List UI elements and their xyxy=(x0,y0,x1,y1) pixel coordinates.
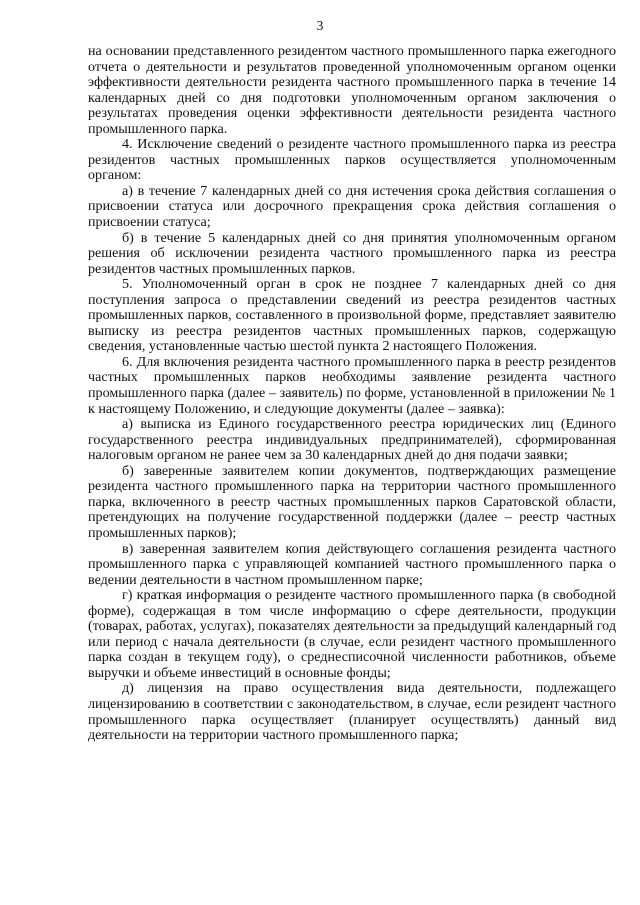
page-number: 3 xyxy=(316,18,324,33)
paragraph-item-6g: г) краткая информация о резиденте частного промышленного парка (в свободной форме), содержащая в том числе информацию о сфере деятельности, продукции (товарах, работах, услугах), показателях деятельности за предыдущий календарный год или период с начала деятельности (в случае, если резидент частного промышленного парка создан в текущем году), о среднесписочной численности работников, объеме выручки и объеме инвестиций в основные фонды; xyxy=(88,587,616,681)
paragraph-item-6a: а) выписка из Единого государственного реестра юридических лиц (Единого государственного реестра индивидуальных предпринимателей), сформированная налоговым органом не ранее чем за 30 календарных дней до дня подачи заявки; xyxy=(88,416,616,464)
paragraph-item-6: 6. Для включения резидента частного промышленного парка в реестр резидентов частных промышленных парков необходимы заявление резидента частного промышленного парка (далее – заявитель) по форме, установленной в приложении № 1 к настоящему Положению, и следующие документы (далее – заявка): xyxy=(88,353,616,417)
paragraph-continuation: на основании представленного резидентом частного промышленного парка ежегодного отчета о деятельности и результатов проведенной уполномоченным органом оценки эффективности деятельности резидента частного промышленного парка в течение 14 календарных дней со дня подготовки уполномоченным органом заключения о результатах проведения оценки эффективности деятельности резидента частного промышленного парка. xyxy=(88,43,616,137)
paragraph-item-4: 4. Исключение сведений о резиденте частного промышленного парка из реестра резидентов частных промышленных парков осуществляется уполномоченным органом: xyxy=(88,136,616,184)
paragraph-item-5: 5. Уполномоченный орган в срок не позднее 7 календарных дней со дня поступления запроса о представлении сведений из реестра резидентов частных промышленных парков, составленного в произвольной форме, представляет заявителю выписку из реестра резидентов частных промышленных парков, содержащую сведения, установленные частью шестой пункта 2 настоящего Положения. xyxy=(88,276,616,355)
document-body xyxy=(88,44,616,744)
paragraph-item-6d: д) лицензия на право осуществления вида деятельности, подлежащего лицензированию в соответствии с законодательством, в случае, если резидент частного промышленного парка осуществляет (планирует осуществлять) данный вид деятельности на территории частного промышленного парка; xyxy=(88,680,616,744)
paragraph-item-4a: а) в течение 7 календарных дней со дня истечения срока действия соглашения о присвоении статуса или досрочного прекращения срока действия соглашения о присвоении статуса; xyxy=(88,182,616,231)
paragraph-item-6b: б) заверенные заявителем копии документов, подтверждающих размещение резидента частного промышленного парка на территории частного промышленного парка, включенного в реестр частных промышленных парков Саратовской области, претендующих на получение государственной поддержки (далее – реестр частных промышленных парков); xyxy=(88,462,616,541)
paragraph-item-4b: б) в течение 5 календарных дней со дня принятия уполномоченным органом решения об исключении резидента частного промышленного парка из реестра резидентов частных промышленных парков. xyxy=(88,229,616,277)
paragraph-item-6v: в) заверенная заявителем копия действующего соглашения резидента частного промышленного парка с управляющей компанией частного промышленного парка о ведении деятельности в частном промышленном парке; xyxy=(88,540,616,588)
